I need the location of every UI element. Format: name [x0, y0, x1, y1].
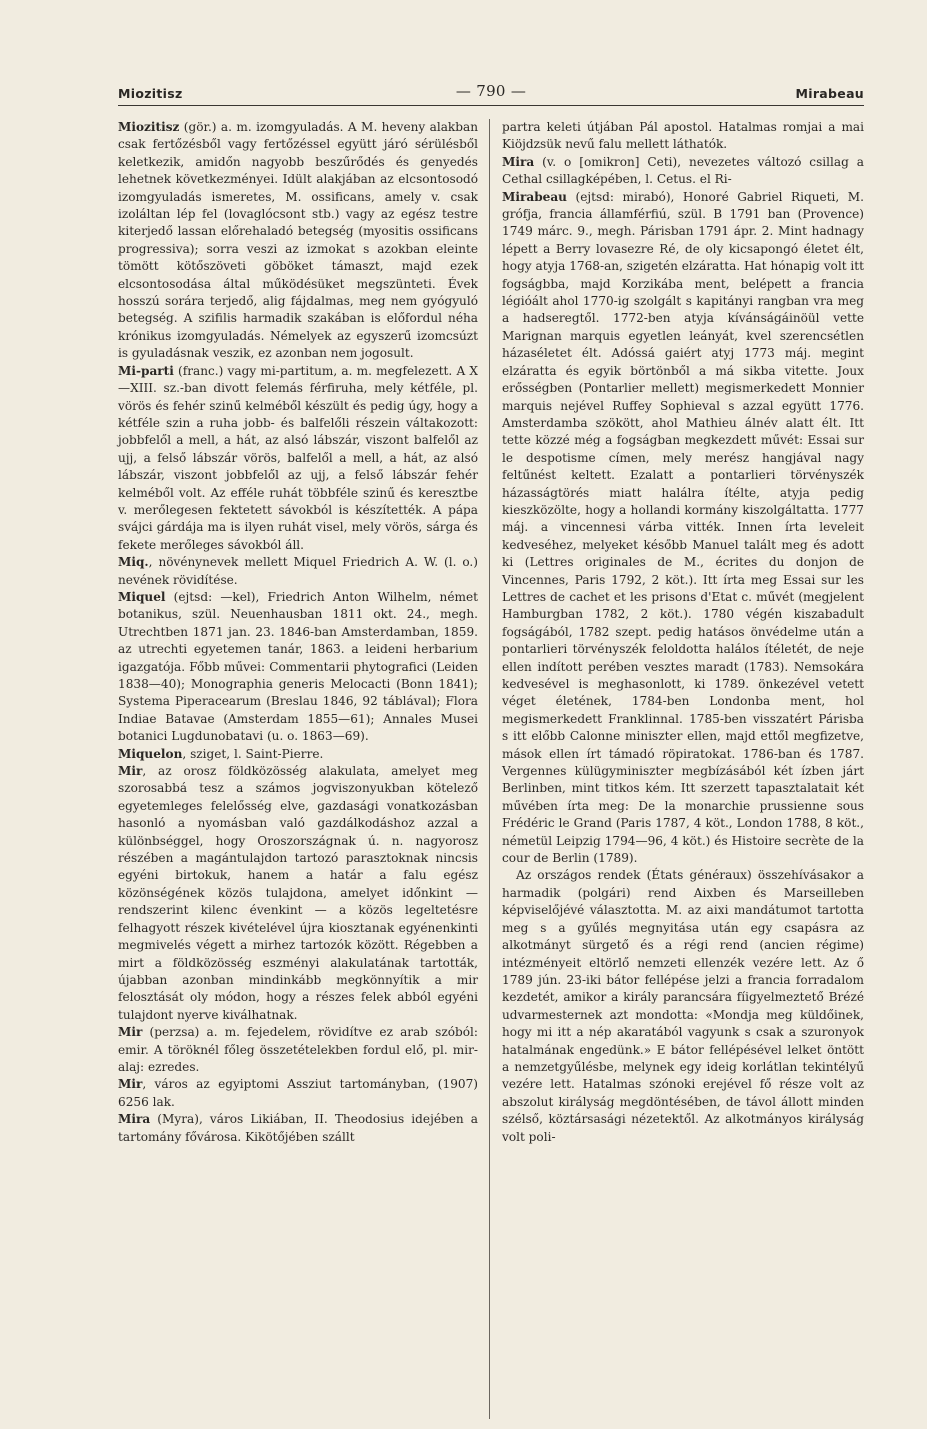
entry-miq	[118, 554, 478, 589]
running-head	[118, 82, 864, 104]
entry-text: (ejtsd: mirabó), Honoré Gabriel Riqueti, M. grófja, francia államférfiú, szül. B 1791 ban (Provence) 1749 márc. 9., megh. Párisban 1791 ápr. 2. Mint hadnagy lépett a Berry lovasezre Ré, de oly kicsapongó életet élt, hogy atyja 1768-an, szigetén elzáratta. Hat hónapig volt itt fogságbba, majd Korzikába ment, belépett a francia légióált ahol 1770-ig szolgált s kapitányi rangban vra meg a hadseregtől. 1772-ben atyja kívánságáinöül vette Marignan marquis egyetlen leányát, kvel szerencsétlen házaséletet élt. Adóssá gaiért atyj 1773 máj. megint elzáratta és egyik börtönből a má sikba vitette. Joux erősségben (Pontarlier mellett) megismerkedett Monnier marquis nejével Ruffey Sophieval s azzal együtt 1776. Amsterdamba szökött, ahol Mathieu álnév alatt élt. Itt tette közzé még a fogságban megkezdett művét: Essai sur le despotisme címen, mely merész hangjával nagy feltűnést keltett. Ezalatt a pontarlieri törvényszék házasságtörés miatt halálra ítélte, atyja pedig kieszközölte, hogy a hollandi kormány kiszolgáltatta. 1777 máj. a vincennesi várba vitték. Innen írta leveleit kedveséhez, melyeket később Manuel talált meg és adott ki (Lettres originales de M., écrites du donjon de Vincennes, Paris 1792, 2 köt.). Itt írta meg Essai sur les Lettres de cachet et les prisons d'Etat c. művét (megjelent Hamburgban 1782, 2 köt.). 1780 végén kiszabadult fogságából, 1782 szept. pedig hatásos önvédelme után a pontarlieri törvényszék feloldotta halálos ítéletét, de neje ellen indított perében vesztes maradt (1783). Nemsokára kedvesével is meghasonlott, ki 1789. önkezével vetett véget életének, 1784-ben Londonba ment, hol megismerkedett Franklinnal. 1785-ben visszatért Párisba s itt előbb Calonne miniszter ellen, majd ettől megfizetve, mások ellen írt támadó röpiratokat. 1786-ban és 1787. Vergennes külügyminiszter megbízásából két ízben járt Berlinben, mint titkos kém. Itt szerzett tapasztalatait két művében írta meg: De la monarchie prussienne sous Frédéric le Grand (Paris 1787, 4 köt., London 1788, 8 köt., németül Leipzig 1794—96, 4 köt.) és Histoire secrète de la cour de Berlin (1789).	[502, 189, 864, 866]
entry-mir-2	[118, 1024, 478, 1076]
headword: Mira	[502, 154, 535, 169]
entry-miquelon	[118, 746, 478, 763]
running-head-left: Miozitisz	[118, 86, 183, 101]
entry-mir-1	[118, 763, 478, 1024]
headword: Mira	[118, 1112, 151, 1127]
entry-miozitisz	[118, 119, 478, 363]
entry-text: (perzsa) a. m. fejedelem, rövidítve ez arab szóból: emir. A töröknél főleg összetételekben fordul elő, pl. mir-alaj: ezredes.	[118, 1025, 478, 1074]
left-column	[118, 119, 478, 1146]
entry-miquel	[118, 589, 478, 746]
entry-text: (Myra), város Likiában, II. Theodosius idejében a tartomány fővárosa. Kikötőjében szállt	[118, 1112, 478, 1144]
entry-continuation: partra keleti útjában Pál apostol. Hatalmas romjai a mai Kiöjdzsük nevű falu mellett láthatók.	[502, 120, 864, 152]
headword: Miquel	[118, 589, 166, 604]
headword: Miq.	[118, 555, 149, 570]
entry-text: (ejtsd: —kel), Friedrich Anton Wilhelm, német botanikus, szül. Neuenhausban 1811 okt. 24., megh. Utrechtben 1871 jan. 23. 1846-ban Amsterdamban, 1859. az utrechti egyetemen tanár, 1863. a leideni herbarium igazgatója. Főbb művei: Commentarii phytografici (Leiden 1838—40); Monographia generis Melocacti (Bonn 1841); Systema Piperacearum (Breslau 1846, 92 táblával); Flora Indiae Batavae (Amsterdam 1855—61); Annales Musei botanici Lugdunobatavi (u. o. 1863—69).	[118, 589, 478, 744]
entry-text: (franc.) vagy mi-partitum, a. m. megfelezett. A X—XIII. sz.-ban divott felemás férfiruha, mely kétféle, pl. vörös és fehér szinű kelméből készült és pedig úgy, hogy a kétféle szin a ruha jobb- és balfelőli részein váltakozott: jobbfelől a mell, a hát, az alsó lábszár, viszont balfelől az ujj, a felső lábszár vörös, balfelől a mell, a hát, az alsó lábszár, viszont jobbfelől az ujj, a felső lábszár fehér kelméből volt. Az efféle ruhát többféle szinű és keresztbe v. merőlegesen fektetett sávokból is készítették. A pápa svájci gárdája ma is ilyen ruhát visel, mely vörös, sárga és fekete merőleges sávokból áll.	[118, 363, 478, 552]
entry-mirabeau-paragraph: Az országos rendek (États généraux) összehívásakor a harmadik (polgári) rend Aixben és Marseilleben képviselőjévé választotta. M. az aixi mandátumot tartotta meg s a gyűlés megnyitása után egy csapásra az alkotmányt sürgető és a régi rend (ancien régime) intézményeit eltörlő nemzeti ellenzék vezére lett. Az ő 1789 jún. 23-iki bátor fellépése jelzi a francia forradalom kezdetét, amikor a király parancsára fíigyelmeztető Brézé udvarmesternek azt mondotta: «Mondja meg küldőinek, hogy mi itt a nép akaratából vagyunk s csak a szuronyok hatalmának engedünk.» E bátor fellépésével lelket öntött a nemzetgyűlésbe, melynek egy ideig korlátlan tekintélyű vezére lett. Hatalmas szónoki erejével fő része volt az abszolut királyság megdöntésében, de távol állott minden szélső, köztársasági nézetektől. Az alkotmányos királyság volt poli-	[502, 868, 864, 1144]
headword: Mir	[118, 1025, 143, 1040]
entry-mirabeau	[502, 189, 864, 868]
entry-mira-1	[118, 1111, 478, 1146]
entry-text: , az orosz földközösség alakulata, amelyet meg szorosabbá tesz a számos jogviszonyukban kötelező egyetemleges felelősség elve, gazdasági vonatkozásban hasonló a nyomásban való gazdálkodáshoz azzal a különbséggel, hogy Oroszországnak ú. n. nagyorosz részében a magántulajdon tartozó parasztoknak nincsis egyéni birtokuk, hanem a határ a falu egész közönségének közös tulajdona, amelyet időnkint — rendszerint kilenc évenkint — a közös legeltetésre felhagyott részek kivételével újra kiosztanak egyénenkinti megmivelés végett a mirhez tartozók között. Régebben a mirt a földközösség eszményi alakulatának tartották, újabban azonban mindinkább megkönnyítik a mir felosztását oly módon, hogy a részes felek abból egyéni tulajdont nyerve kiválhatnak.	[118, 764, 478, 1022]
headword: Mir	[118, 1077, 143, 1092]
entry-text: (v. o [omikron] Ceti), nevezetes változó csillag a Cethal csillagképében, l. Cetus. el Ri-	[502, 154, 864, 187]
entry-text: (gör.) a. m. izomgyuladás. A M. heveny alakban csak fertőzésből vagy fertőzéssel együtt járó sérülésből keletkezik, amidőn nagyobb beszűrődés és genyedés lehetnek következményei. Idült alakjában az elcsontosodó izomgyuladás ismeretes, M. ossificans, amely v. csak izoláltan lép fel (lovaglócsont stb.) vagy az egész testre kiterjedő lassan előrehaladó betegség (myositis ossificans progressiva); sorra veszi az izmokat s azokban eleinte tömött kötőszöveti göböket támaszt, majd ezek elcsontosodása által működésüket megszünteti. Évek hosszú sorára terjedő, alig fájdalmas, meg nem gyógyuló betegség. A szifilis harmadik szakában is előfordul néha krónikus izomgyuladás. Némelyek az egyszerű izomcsúzt is gyuladásnak veszik, ez azonban nem jogosult.	[118, 120, 478, 361]
entry-text: , növénynevek mellett Miquel Friedrich A. W. (l. o.) nevének rövidítése.	[118, 555, 478, 587]
entry-mira-2	[502, 154, 864, 189]
headword: Miozitisz	[118, 120, 180, 134]
headword: Miquelon	[118, 746, 183, 761]
headword: Mi-parti	[118, 363, 174, 378]
entry-mi-parti	[118, 363, 478, 554]
entry-text: , sziget, l. Saint-Pierre.	[182, 746, 324, 761]
headword: Mir	[118, 764, 143, 779]
page-number: — 790 —	[455, 82, 527, 100]
entry-text: , város az egyiptomi Assziut tartományban, (1907) 6256 lak.	[118, 1077, 478, 1109]
right-column	[502, 119, 864, 1146]
entry-mir-3	[118, 1076, 478, 1111]
header-rule	[118, 105, 864, 106]
running-head-right: Mirabeau	[795, 86, 864, 101]
column-divider	[489, 119, 490, 1419]
headword: Mirabeau	[502, 189, 567, 204]
